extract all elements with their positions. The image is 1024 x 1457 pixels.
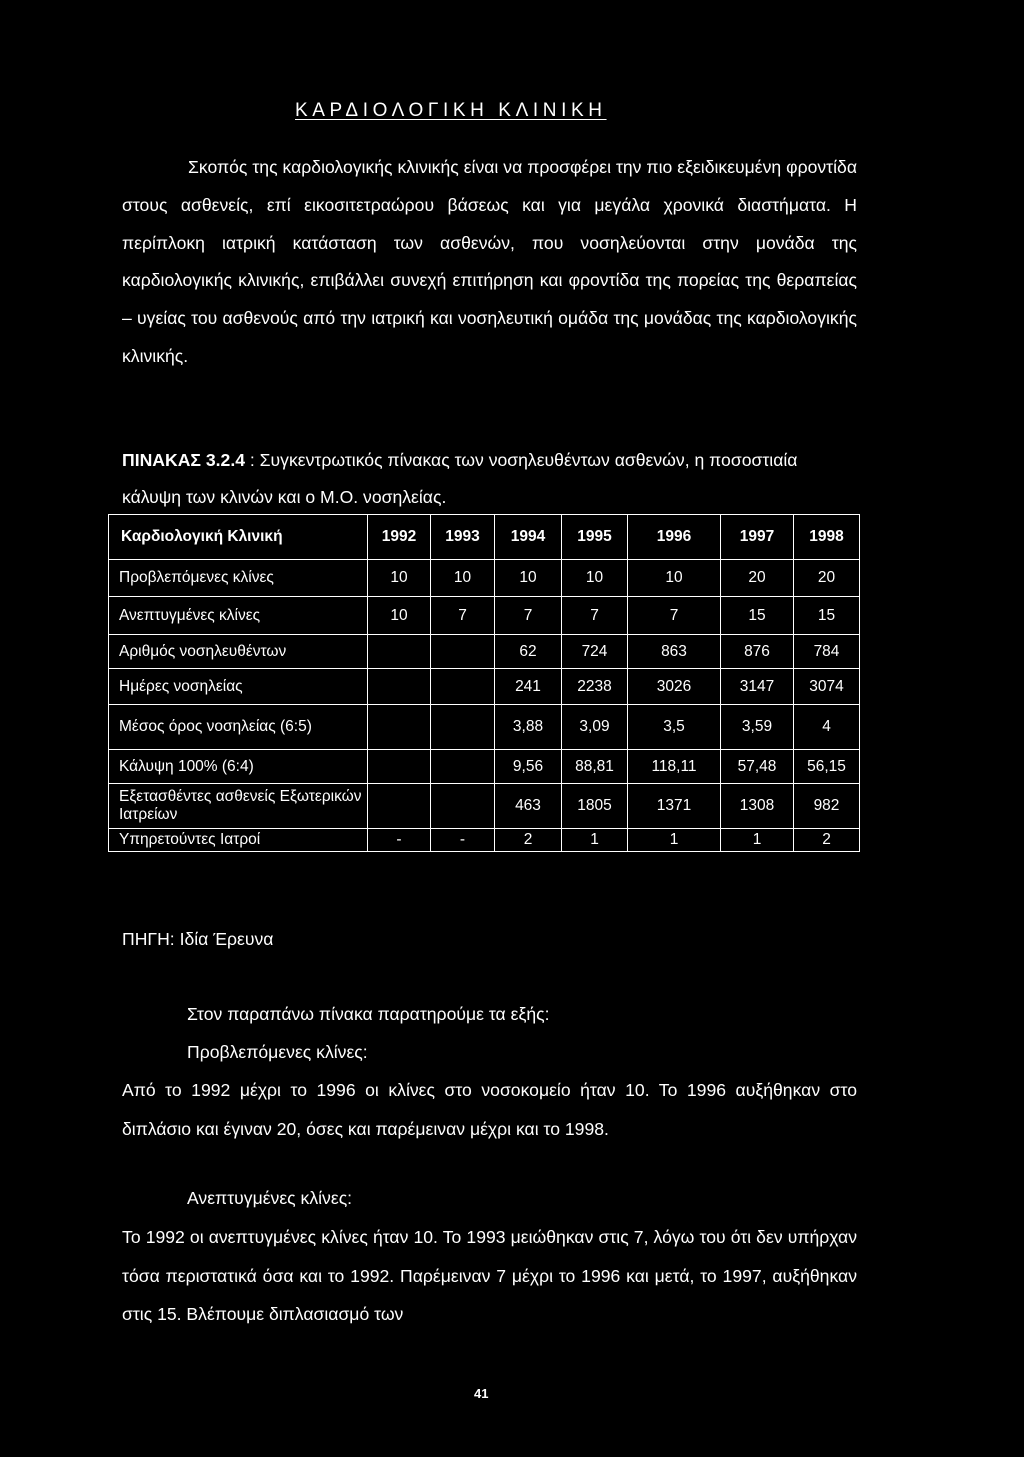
table-cell: 56,15 — [794, 750, 860, 784]
table-cell: 1805 — [562, 784, 628, 829]
intro-paragraph: Σκοπός της καρδιολογικής κλινικής είναι να προσφέρει την πιο εξειδικευμένη φροντίδα στους ασθενείς, επί εικοσιτετραώρου βάσεως και για μεγάλα χρονικά διαστήματα. Η περίπλοκη ιατρική κατάσταση των ασθενών, που νοσηλεύονται στην μονάδα της καρδιολογικής κλινικής, επιβάλλει συνεχή επιτήρηση και φροντίδα της πορείας της θεραπείας – υγείας του ασθενούς από την ιατρική και νοσηλευτική ομάδα της μονάδας της καρδιολογικής κλινικής. — [122, 157, 857, 366]
year-header: 1994 — [495, 515, 562, 560]
table-cell — [368, 705, 431, 750]
year-header: 1995 — [562, 515, 628, 560]
table-cell: 3,59 — [721, 705, 794, 750]
table-cell — [431, 635, 495, 669]
table-cell: 10 — [628, 560, 721, 597]
observations-paragraph-planned-beds: Από το 1992 μέχρι το 1996 οι κλίνες στο νοσοκομείο ήταν 10. Το 1996 αυξήθηκαν στο διπλάσιο και έγιναν 20, όσες και παρέμειναν μέχρι και το 1998. — [122, 1080, 857, 1139]
table-cell — [431, 750, 495, 784]
table-cell: 118,11 — [628, 750, 721, 784]
table-cell — [368, 750, 431, 784]
row-label: Υπηρετούντες Ιατροί — [109, 829, 368, 852]
table-cell: 7 — [431, 597, 495, 635]
row-label: Κάλυψη 100% (6:4) — [109, 750, 368, 784]
table-cell: 20 — [794, 560, 860, 597]
row-label: Ημέρες νοσηλείας — [109, 669, 368, 705]
table-cell: 20 — [721, 560, 794, 597]
table-cell: 1371 — [628, 784, 721, 829]
table-cell: 2238 — [562, 669, 628, 705]
table-cell: 10 — [368, 560, 431, 597]
table-cell: 4 — [794, 705, 860, 750]
table-cell: 2 — [794, 829, 860, 852]
table-cell: 7 — [562, 597, 628, 635]
cardiology-stats-table — [108, 514, 860, 852]
table-row — [109, 784, 860, 829]
table-cell: 3026 — [628, 669, 721, 705]
page-title: ΚΑΡΔΙΟΛΟΓΙΚΗ ΚΛΙΝΙΚΗ — [295, 100, 607, 121]
table-cell: 724 — [562, 635, 628, 669]
table-cell: 1 — [721, 829, 794, 852]
table-cell: 2 — [495, 829, 562, 852]
table-row — [109, 829, 860, 852]
table-cell: 10 — [495, 560, 562, 597]
page-number: 41 — [474, 1386, 489, 1401]
table-cell: 9,56 — [495, 750, 562, 784]
table-cell: 863 — [628, 635, 721, 669]
table-cell: 10 — [562, 560, 628, 597]
table-cell — [368, 669, 431, 705]
observations-heading-developed-beds: Ανεπτυγμένες κλίνες: — [187, 1188, 353, 1208]
table-cell: 3147 — [721, 669, 794, 705]
table-cell: 10 — [368, 597, 431, 635]
table-row — [109, 560, 860, 597]
table-row — [109, 750, 860, 784]
table-cell: 3,5 — [628, 705, 721, 750]
row-label: Ανεπτυγμένες κλίνες — [109, 597, 368, 635]
table-cell — [368, 784, 431, 829]
table-cell: 7 — [628, 597, 721, 635]
table-caption-label: ΠΙΝΑΚΑΣ 3.2.4 — [122, 450, 245, 470]
table-cell: 1 — [628, 829, 721, 852]
table-caption — [122, 442, 857, 516]
year-header: 1992 — [368, 515, 431, 560]
table-cell: 3074 — [794, 669, 860, 705]
table-cell: 15 — [794, 597, 860, 635]
table-cell: 88,81 — [562, 750, 628, 784]
table-cell: 10 — [431, 560, 495, 597]
table-cell — [431, 784, 495, 829]
table-cell: 57,48 — [721, 750, 794, 784]
year-header: 1993 — [431, 515, 495, 560]
table-cell: 62 — [495, 635, 562, 669]
table-cell: 15 — [721, 597, 794, 635]
table-cell — [368, 635, 431, 669]
observations-heading-planned-beds: Προβλεπόμενες κλίνες: — [187, 1042, 368, 1062]
table-cell: 1 — [562, 829, 628, 852]
table-row — [109, 635, 860, 669]
table-cell: - — [431, 829, 495, 852]
row-label: Προβλεπόμενες κλίνες — [109, 560, 368, 597]
table-header-row — [109, 515, 860, 560]
table-cell: - — [368, 829, 431, 852]
row-label: Αριθμός νοσηλευθέντων — [109, 635, 368, 669]
table-cell: 784 — [794, 635, 860, 669]
table-cell: 463 — [495, 784, 562, 829]
table-cell: 982 — [794, 784, 860, 829]
table-caption-text: : Συγκεντρωτικός πίνακας των νοσηλευθέντων ασθενών, η ποσοστιαία κάλυψη των κλινών και ο Μ.Ο. νοσηλείας. — [122, 450, 798, 507]
table-row — [109, 669, 860, 705]
table-cell: 7 — [495, 597, 562, 635]
year-header: 1997 — [721, 515, 794, 560]
year-header: 1998 — [794, 515, 860, 560]
table-cell: 241 — [495, 669, 562, 705]
row-label: Εξετασθέντες ασθενείς Εξωτερικών Ιατρείων — [109, 784, 368, 829]
table-cell: 876 — [721, 635, 794, 669]
year-header: 1996 — [628, 515, 721, 560]
row-label: Μέσος όρος νοσηλείας (6:5) — [109, 705, 368, 750]
table-cell — [431, 705, 495, 750]
table-cell: 1308 — [721, 784, 794, 829]
table-row — [109, 597, 860, 635]
table-cell — [431, 669, 495, 705]
table-cell: 3,88 — [495, 705, 562, 750]
source-note: ΠΗΓΗ: Ιδία Έρευνα — [122, 929, 274, 949]
row-header: Καρδιολογική Κλινική — [109, 515, 368, 560]
observations-intro: Στον παραπάνω πίνακα παρατηρούμε τα εξής: — [187, 1004, 550, 1024]
table-cell: 3,09 — [562, 705, 628, 750]
table-row — [109, 705, 860, 750]
observations-paragraph-developed-beds: Το 1992 οι ανεπτυγμένες κλίνες ήταν 10. Το 1993 μειώθηκαν στις 7, λόγω του ότι δεν υπήρχαν τόσα περιστατικά όσα και το 1992. Παρέμειναν 7 μέχρι το 1996 και μετά, το 1997, αυξήθηκαν στις 15. Βλέπουμε διπλασιασμό των — [122, 1227, 857, 1324]
